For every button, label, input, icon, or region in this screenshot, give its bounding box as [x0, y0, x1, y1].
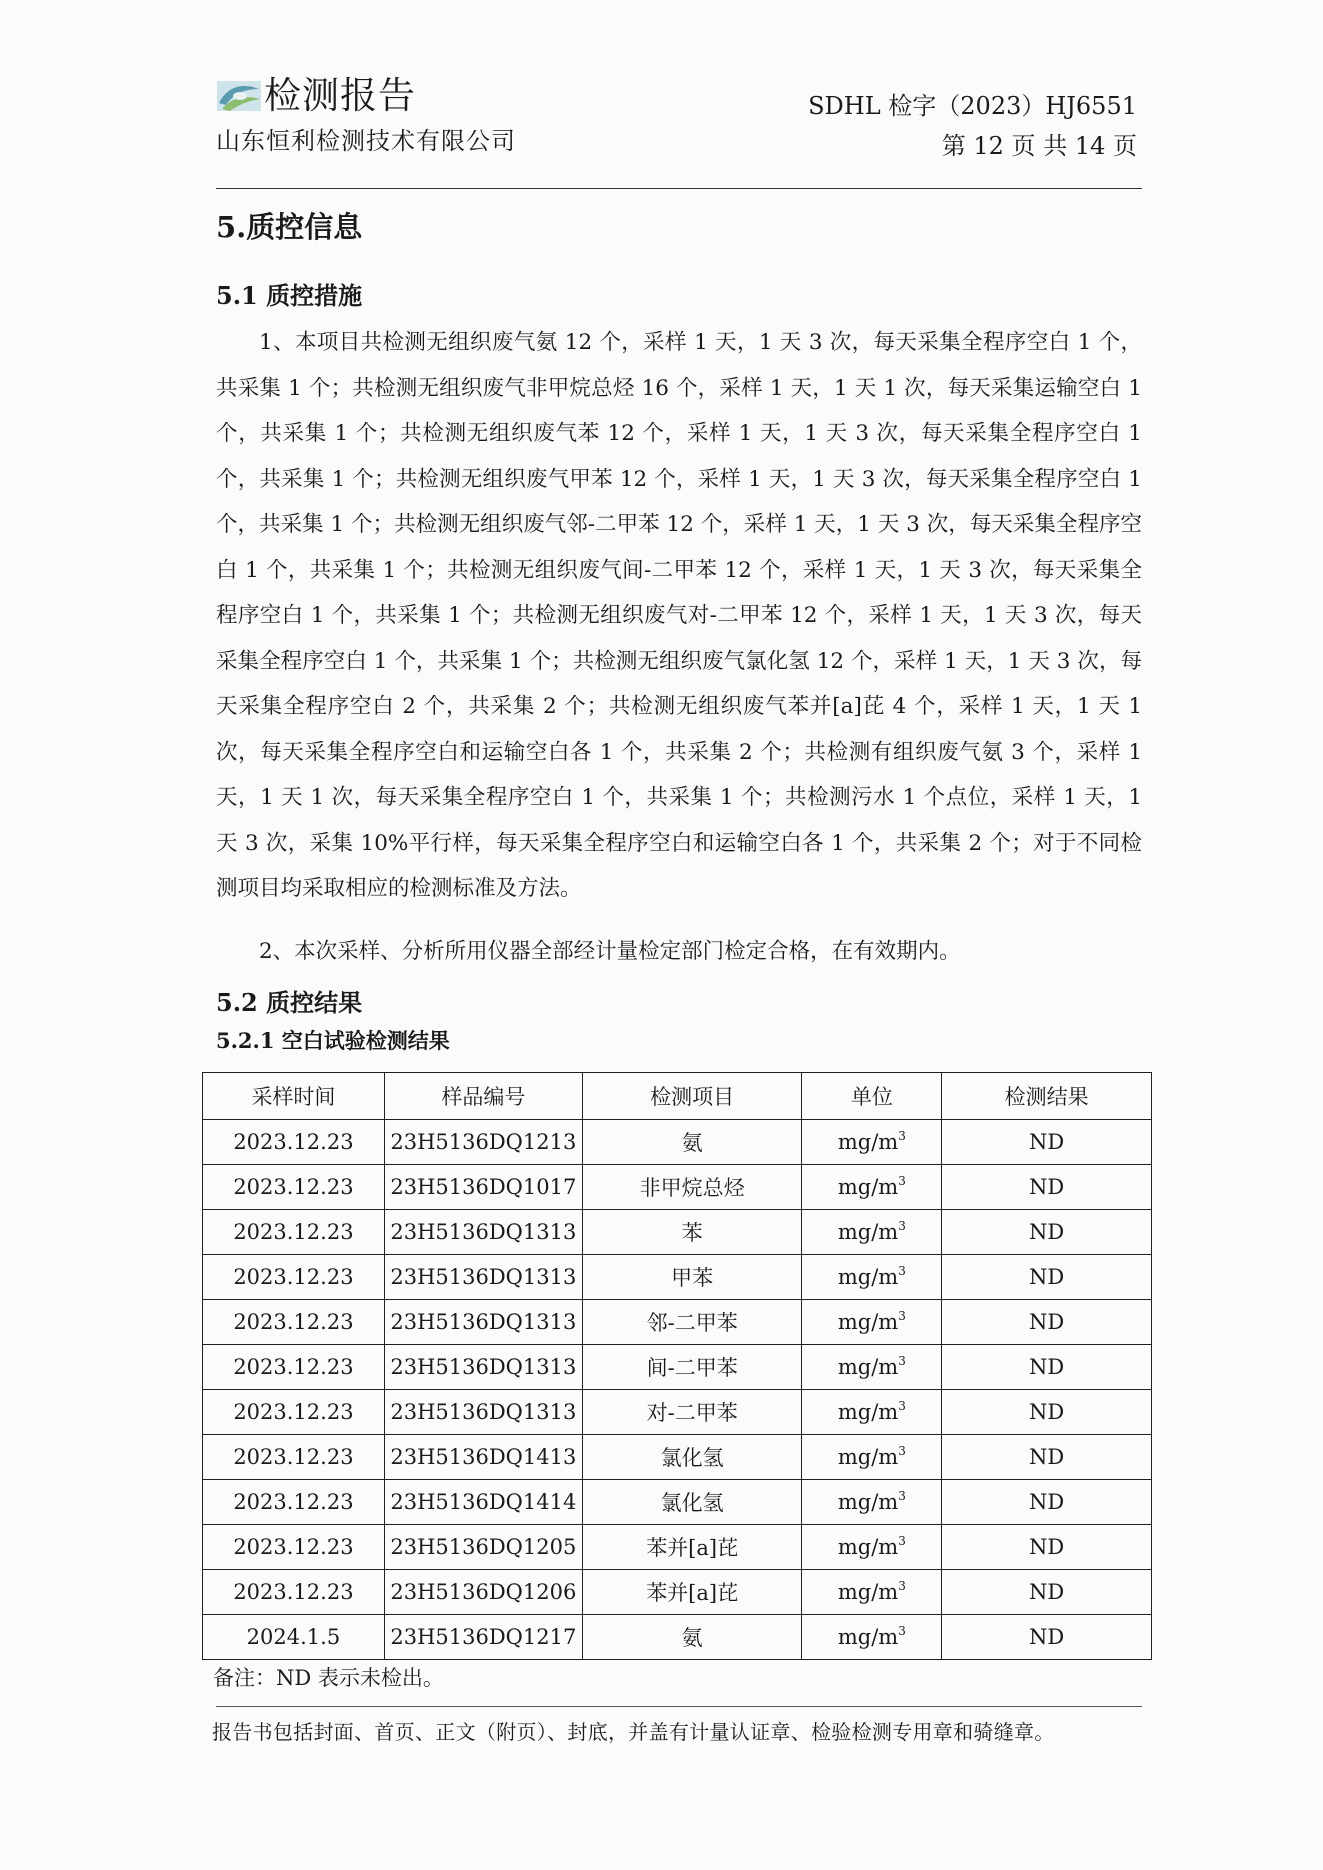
unit-base: mg/m [837, 1535, 899, 1559]
table-row [203, 1345, 1152, 1390]
page-indicator: 第 12 页 共 14 页 [941, 132, 1137, 160]
cell-sampling-time: 2023.12.23 [203, 1570, 385, 1615]
cell-sampling-time: 2023.12.23 [203, 1300, 385, 1345]
col-header-sampling-time: 采样时间 [203, 1073, 385, 1120]
cell-sample-id: 23H5136DQ1413 [384, 1435, 582, 1480]
cell-test-item: 氯化氢 [582, 1480, 802, 1525]
footer-divider [216, 1706, 1142, 1707]
subsection-heading-qc-measures: 5.1 质控措施 [216, 281, 363, 310]
table-row [203, 1615, 1152, 1660]
cell-sampling-time: 2023.12.23 [203, 1525, 385, 1570]
cell-result: ND [942, 1525, 1152, 1570]
cell-sample-id: 23H5136DQ1213 [384, 1120, 582, 1165]
cell-result: ND [942, 1615, 1152, 1660]
cell-test-item: 苯并[a]芘 [582, 1570, 802, 1615]
table-row [203, 1210, 1152, 1255]
unit-exponent: 3 [898, 1444, 906, 1458]
cell-result: ND [942, 1255, 1152, 1300]
cell-sampling-time: 2024.1.5 [203, 1615, 385, 1660]
cell-sampling-time: 2023.12.23 [203, 1390, 385, 1435]
cell-unit [802, 1165, 942, 1210]
cell-test-item: 甲苯 [582, 1255, 802, 1300]
cell-sample-id: 23H5136DQ1205 [384, 1525, 582, 1570]
cell-test-item: 氨 [582, 1120, 802, 1165]
company-name: 山东恒利检测技术有限公司 [216, 127, 516, 155]
cell-sample-id: 23H5136DQ1313 [384, 1300, 582, 1345]
col-header-test-item: 检测项目 [582, 1073, 802, 1120]
cell-sampling-time: 2023.12.23 [203, 1120, 385, 1165]
cell-sample-id: 23H5136DQ1017 [384, 1165, 582, 1210]
unit-base: mg/m [837, 1175, 899, 1199]
table-row [203, 1255, 1152, 1300]
report-title: 检测报告 [264, 74, 416, 117]
cell-result: ND [942, 1165, 1152, 1210]
unit-base: mg/m [837, 1580, 899, 1604]
table-row [203, 1570, 1152, 1615]
cell-sample-id: 23H5136DQ1313 [384, 1210, 582, 1255]
unit-exponent: 3 [898, 1489, 906, 1503]
cell-test-item: 间-二甲苯 [582, 1345, 802, 1390]
cell-sampling-time: 2023.12.23 [203, 1255, 385, 1300]
footer-text: 报告书包括封面、首页、正文（附页）、封底，并盖有计量认证章、检验检测专用章和骑缝章。 [212, 1720, 1055, 1744]
cell-sampling-time: 2023.12.23 [203, 1165, 385, 1210]
header-divider [216, 188, 1142, 189]
unit-base: mg/m [837, 1310, 899, 1334]
table-header-row [203, 1073, 1152, 1120]
cell-test-item: 氨 [582, 1615, 802, 1660]
unit-exponent: 3 [898, 1354, 906, 1368]
report-number: SDHL 检字（2023）HJ6551 [808, 92, 1137, 120]
header-right [808, 86, 1137, 166]
cell-unit [802, 1525, 942, 1570]
cell-unit [802, 1390, 942, 1435]
cell-result: ND [942, 1345, 1152, 1390]
cell-sampling-time: 2023.12.23 [203, 1435, 385, 1480]
unit-exponent: 3 [898, 1399, 906, 1413]
cell-test-item: 苯并[a]芘 [582, 1525, 802, 1570]
table-row [203, 1435, 1152, 1480]
cell-result: ND [942, 1390, 1152, 1435]
table-note: 备注：ND 表示未检出。 [213, 1666, 444, 1690]
unit-exponent: 3 [898, 1579, 906, 1593]
blank-test-heading: 5.2.1 空白试验检测结果 [216, 1028, 450, 1053]
table-row [203, 1165, 1152, 1210]
cell-unit [802, 1435, 942, 1480]
unit-exponent: 3 [898, 1129, 906, 1143]
cell-sampling-time: 2023.12.23 [203, 1210, 385, 1255]
cell-unit [802, 1255, 942, 1300]
unit-base: mg/m [837, 1490, 899, 1514]
unit-exponent: 3 [898, 1219, 906, 1233]
unit-exponent: 3 [898, 1264, 906, 1278]
unit-exponent: 3 [898, 1174, 906, 1188]
cell-unit [802, 1300, 942, 1345]
unit-base: mg/m [837, 1625, 899, 1649]
cell-sampling-time: 2023.12.23 [203, 1480, 385, 1525]
cell-result: ND [942, 1120, 1152, 1165]
cell-result: ND [942, 1300, 1152, 1345]
cell-test-item: 苯 [582, 1210, 802, 1255]
cell-test-item: 对-二甲苯 [582, 1390, 802, 1435]
qc-measures-paragraph-1: 1、本项目共检测无组织废气氨 12 个，采样 1 天，1 天 3 次，每天采集全程序空白 1 个，共采集 1 个；共检测无组织废气非甲烷总烃 16 个，采样 1 天，1 天 1 次，每天采集运输空白 1 个，共采集 1 个；共检测无组织废气苯 12 个，采样 1 天，1 天 3 次，每天采集全程序空白 1 个，共采集 1 个；共检测无组织废气甲苯 12 个，采样 1 天，1 天 3 次，每天采集全程序空白 1 个，共采集 1 个；共检测无组织废气邻-二甲苯 12 个，采样 1 天，1 天 3 次，每天采集全程序空白 1 个，共采集 1 个；共检测无组织废气间-二甲苯 12 个，采样 1 天，1 天 3 次，每天采集全程序空白 1 个，共采集 1 个；共检测无组织废气对-二甲苯 12 个，采样 1 天，1 天 3 次，每天采集全程序空白 1 个，共采集 1 个；共检测无组织废气氯化氢 12 个，采样 1 天，1 天 3 次，每天采集全程序空白 2 个，共采集 2 个；共检测无组织废气苯并[a]芘 4 个，采样 1 天，1 天 1 次，每天采集全程序空白和运输空白各 1 个，共采集 2 个；共检测有组织废气氨 3 个，采样 1 天，1 天 1 次，每天采集全程序空白 1 个，共采集 1 个；共检测污水 1 个点位，采样 1 天，1 天 3 次，采集 10%平行样，每天采集全程序空白和运输空白各 1 个，共采集 2 个；对于不同检测项目均采取相应的检测标准及方法。 [216, 330, 1142, 901]
section-heading: 5.质控信息 [216, 210, 363, 244]
cell-unit [802, 1120, 942, 1165]
cell-unit [802, 1480, 942, 1525]
cell-test-item: 非甲烷总烃 [582, 1165, 802, 1210]
unit-exponent: 3 [898, 1309, 906, 1323]
header-left [216, 74, 516, 158]
cell-sample-id: 23H5136DQ1206 [384, 1570, 582, 1615]
table-row [203, 1390, 1152, 1435]
table-row [203, 1525, 1152, 1570]
subsection-heading-qc-results: 5.2 质控结果 [216, 988, 363, 1017]
unit-base: mg/m [837, 1220, 899, 1244]
cell-sampling-time: 2023.12.23 [203, 1345, 385, 1390]
table-row [203, 1120, 1152, 1165]
cell-sample-id: 23H5136DQ1217 [384, 1615, 582, 1660]
cell-result: ND [942, 1435, 1152, 1480]
cell-sample-id: 23H5136DQ1313 [384, 1345, 582, 1390]
table-row [203, 1300, 1152, 1345]
unit-base: mg/m [837, 1445, 899, 1469]
company-logo [216, 79, 262, 113]
cell-unit [802, 1345, 942, 1390]
cell-result: ND [942, 1570, 1152, 1615]
col-header-result: 检测结果 [942, 1073, 1152, 1120]
qc-measures-paragraph-2: 2、本次采样、分析所用仪器全部经计量检定部门检定合格，在有效期内。 [259, 939, 961, 964]
unit-base: mg/m [837, 1355, 899, 1379]
blank-test-table [202, 1072, 1152, 1660]
cell-result: ND [942, 1480, 1152, 1525]
unit-exponent: 3 [898, 1534, 906, 1548]
cell-unit [802, 1615, 942, 1660]
col-header-unit: 单位 [802, 1073, 942, 1120]
unit-base: mg/m [837, 1265, 899, 1289]
title-row [216, 74, 516, 118]
cell-sample-id: 23H5136DQ1313 [384, 1255, 582, 1300]
cell-test-item: 邻-二甲苯 [582, 1300, 802, 1345]
cell-result: ND [942, 1210, 1152, 1255]
unit-base: mg/m [837, 1130, 899, 1154]
table-row [203, 1480, 1152, 1525]
cell-test-item: 氯化氢 [582, 1435, 802, 1480]
cell-unit [802, 1570, 942, 1615]
unit-exponent: 3 [898, 1624, 906, 1638]
cell-sample-id: 23H5136DQ1313 [384, 1390, 582, 1435]
cell-unit [802, 1210, 942, 1255]
unit-base: mg/m [837, 1400, 899, 1424]
cell-sample-id: 23H5136DQ1414 [384, 1480, 582, 1525]
col-header-sample-id: 样品编号 [384, 1073, 582, 1120]
